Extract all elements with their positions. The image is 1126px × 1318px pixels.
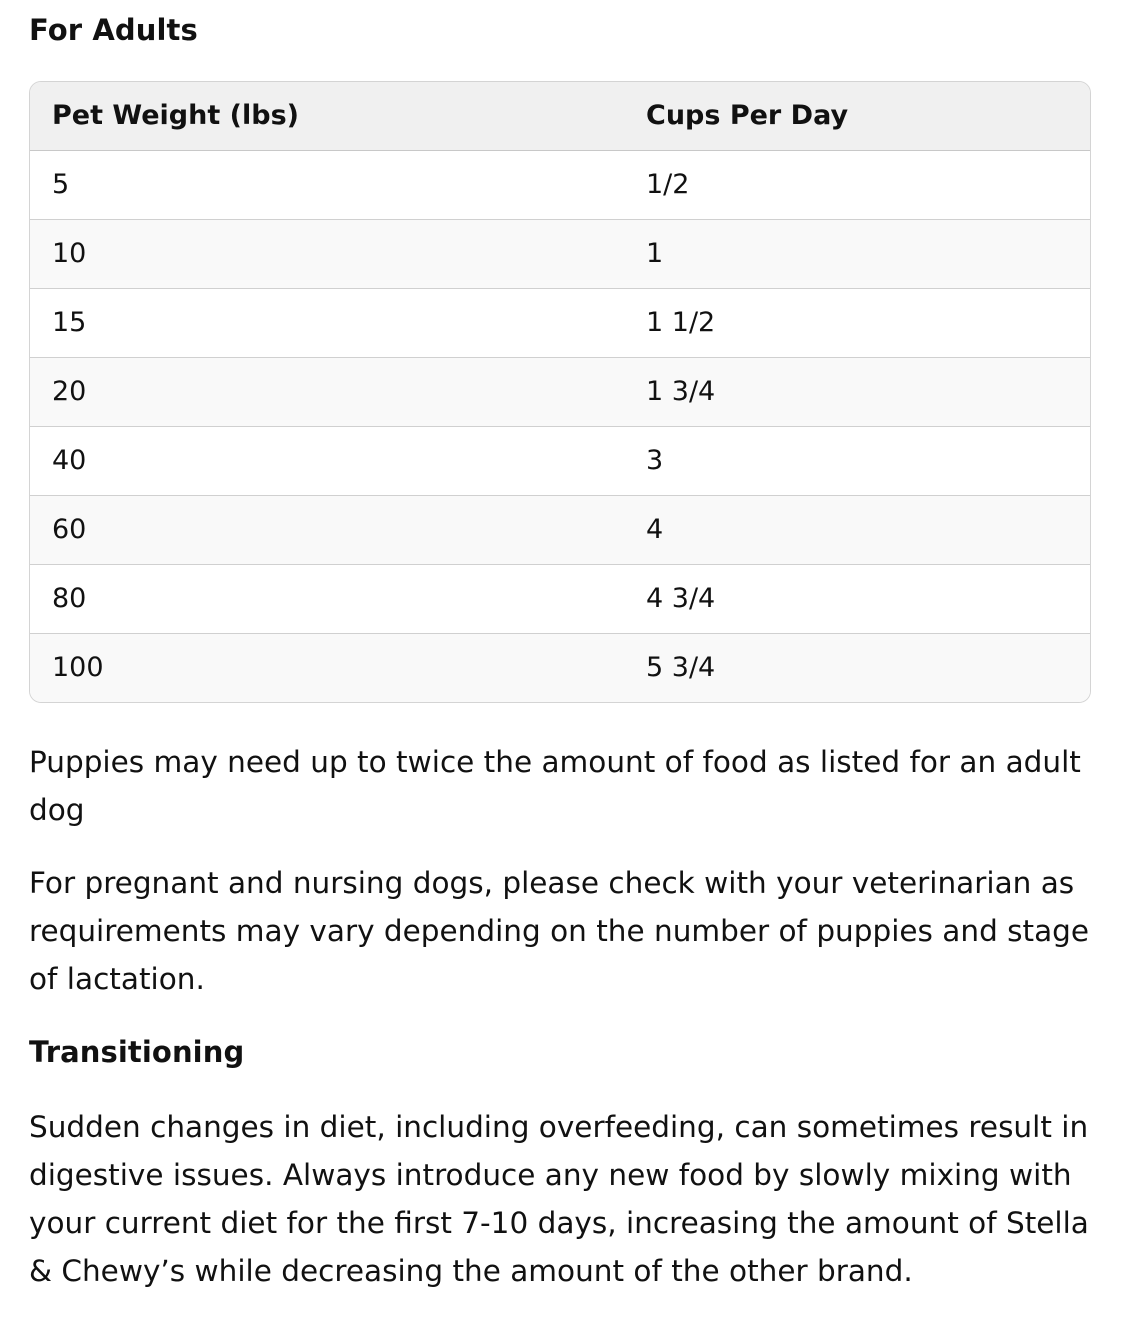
cups-cell: 4 3/4 xyxy=(624,564,1090,633)
table-header-row xyxy=(30,82,1090,150)
cups-cell: 1 1/2 xyxy=(624,288,1090,357)
cups-cell: 5 3/4 xyxy=(646,652,716,684)
cups-cell: 1 xyxy=(624,219,1090,288)
cups-cell: 1/2 xyxy=(624,150,1090,219)
table-row xyxy=(30,426,1090,495)
column-header-cups: Cups Per Day xyxy=(624,82,1090,150)
weight-cell: 10 xyxy=(30,219,624,288)
cups-cell: 1 3/4 xyxy=(624,357,1090,426)
table-row xyxy=(30,564,1090,633)
weight-cell: 40 xyxy=(30,426,624,495)
table-row xyxy=(30,219,1090,288)
weight-cell: 20 xyxy=(30,357,624,426)
section-heading-adults: For Adults xyxy=(29,13,198,47)
weight-cell: 80 xyxy=(30,564,624,633)
transitioning-body: Sudden changes in diet, including overfeeding, can sometimes result in digestive issues. Always introduce any new food by slowly mixing with your current diet for the first 7-10 days, increasing the amount of Stella & Chewy’s while decreasing the amount of the other brand. xyxy=(29,1110,1089,1288)
table-row xyxy=(30,495,1090,564)
table-row xyxy=(30,357,1090,426)
table-row xyxy=(30,633,1090,702)
weight-cell: 5 xyxy=(30,150,624,219)
weight-cell: 100 xyxy=(52,652,104,684)
section-heading-transitioning: Transitioning xyxy=(29,1035,245,1069)
puppies-note: Puppies may need up to twice the amount of food as listed for an adult dog xyxy=(29,745,1081,827)
cups-cell: 4 xyxy=(624,495,1090,564)
cups-cell: 3 xyxy=(624,426,1090,495)
pregnant-note: For pregnant and nursing dogs, please check with your veterinarian as requirements may vary depending on the number of puppies and stage of lactation. xyxy=(29,866,1090,996)
weight-cell: 60 xyxy=(30,495,624,564)
feeding-table xyxy=(29,81,1091,703)
column-header-weight: Pet Weight (lbs) xyxy=(30,82,624,150)
table-row xyxy=(30,150,1090,219)
weight-cell: 15 xyxy=(30,288,624,357)
table-row xyxy=(30,288,1090,357)
